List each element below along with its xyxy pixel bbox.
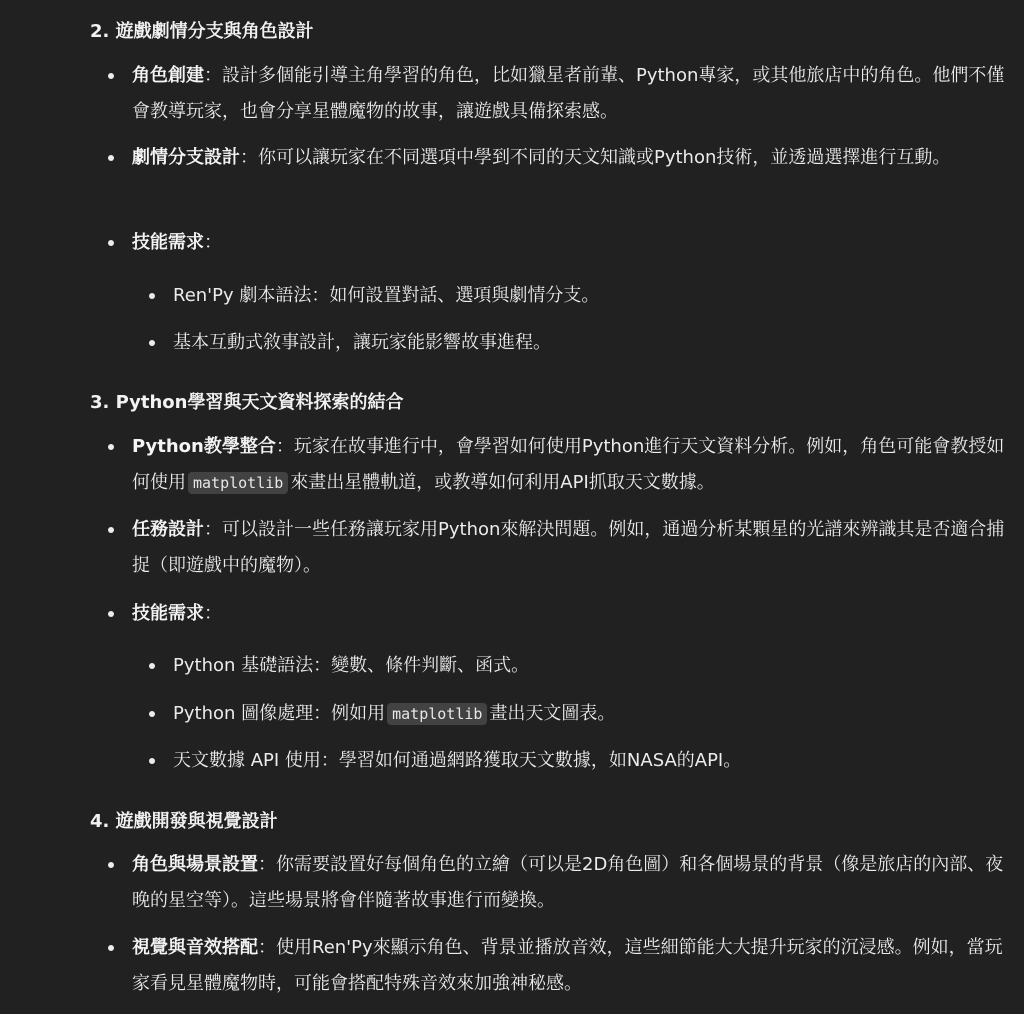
item-text: ： — [204, 603, 222, 624]
inline-code: matplotlib — [387, 703, 487, 725]
section-heading: 3. Python學習與天文資料探索的結合 — [90, 392, 404, 413]
sub-list-item — [90, 743, 1010, 779]
list-item — [90, 847, 1010, 919]
section-4 — [90, 808, 1010, 836]
section-heading: 2. 遊戲劇情分支與角色設計 — [90, 21, 314, 42]
item-text: ： — [204, 232, 222, 253]
item-label: 任務設計 — [132, 519, 204, 540]
list-item — [90, 58, 1010, 130]
list-item — [90, 429, 1010, 501]
list-item — [90, 225, 1010, 261]
list-item — [90, 512, 1010, 584]
sub-list-item — [90, 648, 1010, 684]
item-label: 角色與場景設置 — [132, 854, 258, 875]
item-label: Python教學整合 — [132, 436, 276, 457]
inline-code: matplotlib — [188, 472, 288, 494]
item-text: ：使用Ren'Py來顯示角色、背景並播放音效，這些細節能大大提升玩家的沉浸感。例如，當玩家看見星體魔物時，可能會搭配特殊音效來加強神秘感。 — [132, 937, 1003, 994]
sub-item-text: 基本互動式敘事設計，讓玩家能影響故事進程。 — [90, 325, 1010, 361]
list-item — [90, 596, 1010, 632]
sub-list-item — [90, 278, 1010, 314]
item-label: 劇情分支設計 — [132, 147, 240, 168]
list-item — [90, 140, 1010, 176]
sub-list-item — [90, 325, 1010, 361]
sub-item-text: 天文數據 API 使用：學習如何通過網路獲取天文數據，如NASA的API。 — [90, 743, 1010, 779]
section-heading: 4. 遊戲開發與視覺設計 — [90, 811, 278, 832]
item-label: 技能需求 — [132, 232, 204, 253]
item-text: ：設計多個能引導主角學習的角色，比如獵星者前輩、Python專家，或其他旅店中的角色。他們不僅會教導玩家，也會分享星體魔物的故事，讓遊戲具備探索感。 — [132, 65, 1005, 122]
item-text: ：你可以讓玩家在不同選項中學到不同的天文知識或Python技術，並透過選擇進行互動。 — [240, 147, 951, 168]
sub-item-text: Ren'Py 劇本語法：如何設置對話、選項與劇情分支。 — [90, 278, 1010, 314]
sub-item-text: Python 基礎語法：變數、條件判斷、函式。 — [90, 648, 1010, 684]
sub-list-item — [90, 696, 1010, 732]
sub-item-text: Python 圖像處理：例如用 — [173, 703, 386, 724]
sub-item-text: 畫出天文圖表。 — [489, 703, 616, 724]
item-label: 角色創建 — [132, 65, 204, 86]
item-text: ：你需要設置好每個角色的立繪（可以是2D角色圖）和各個場景的背景（像是旅店的內部、夜晚的星空等）。這些場景將會伴隨著故事進行而變換。 — [132, 854, 1004, 911]
section-3 — [90, 389, 1010, 417]
item-text: 來畫出星體軌道，或教導如何利用API抓取天文數據。 — [290, 472, 715, 493]
item-text: ：玩家在故事進行中，會學習如何使用Python進行天文資料分析。例如，角色可能會教授如何使用 — [132, 436, 1005, 493]
section-2 — [90, 18, 1010, 46]
item-text: ：可以設計一些任務讓玩家用Python來解決問題。例如，通過分析某顆星的光譜來辨識其是否適合捕捉（即遊戲中的魔物）。 — [132, 519, 1005, 576]
item-label: 技能需求 — [132, 603, 204, 624]
item-label: 視覺與音效搭配 — [132, 937, 258, 958]
list-item — [90, 930, 1010, 1002]
